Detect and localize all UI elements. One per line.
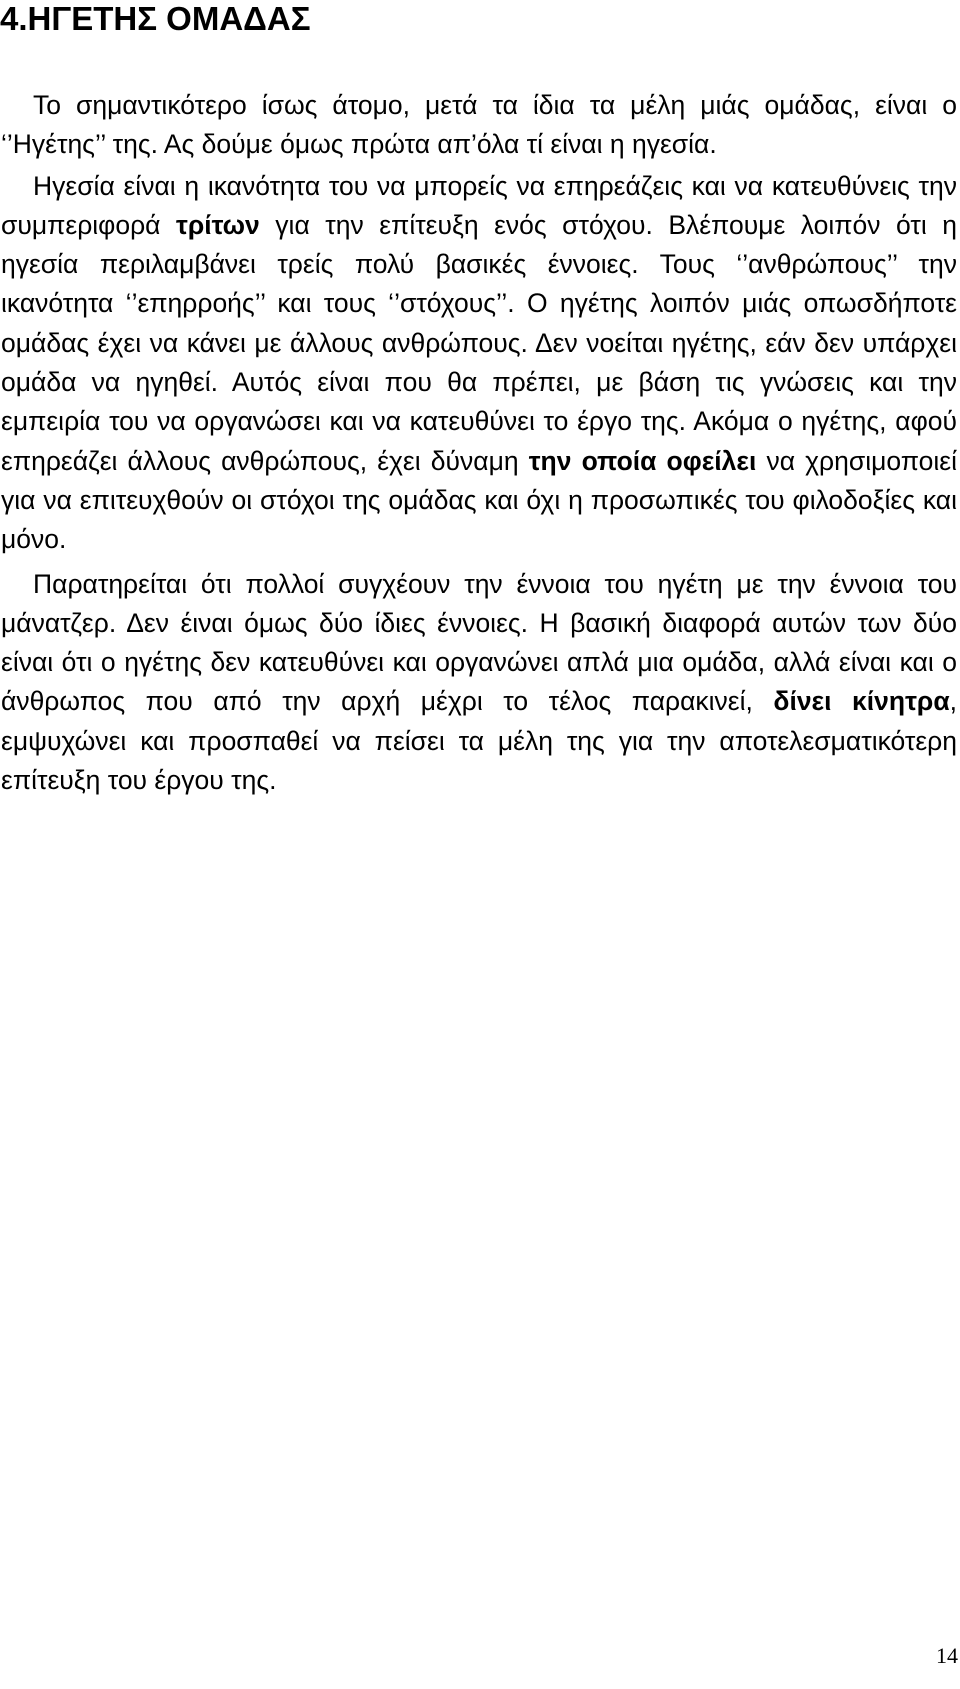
bold-phrase-triton: τρίτων: [176, 209, 260, 240]
page-number: 14: [936, 1643, 958, 1668]
text-segment: , εμψυχώνει και προσπαθεί να πείσει τα μέλη της για την αποτελεσματικότερη επίτευξη του έργου της.: [1, 686, 957, 796]
text-segment: για την επίτευξη ενός στόχου. Βλέπουμε λοιπόν ότι η ηγεσία περιλαμβάνει τρείς πολύ βασικές έννοιες. Τους ‘’ανθρώπους’’ την ικανότητα ‘’επηρροής’’ και τους ‘’στόχους’’. Ο ηγέτης λοιπόν μιάς οπωσδήποτε ομάδας έχει να κάνει με άλλους ανθρώπους. Δεν νοείται ηγέτης, εάν δεν υπάρχει ομάδα να ηγηθεί. Αυτός είναι που θα πρέπει, με βάση τις γνώσεις και την εμπειρία του να οργανώσει και να κατευθύνει το έργο της. Ακόμα ο ηγέτης, αφού επηρεάζει άλλους ανθρώπους, έχει δύναμη: [1, 209, 957, 476]
paragraph-intro: [1, 86, 957, 165]
paragraph-leader-vs-manager: [1, 565, 957, 801]
bold-phrase-incentives: δίνει κίνητρα: [773, 686, 950, 717]
paragraph-intro-text: Το σημαντικότερο ίσως άτομο, μετά τα ίδια τα μέλη μιάς ομάδας, είναι ο ‘’Ηγέτης’’ της. Ας δούμε όμως πρώτα απ’όλα τί είναι η ηγεσία.: [1, 90, 957, 160]
body-text: [1, 86, 957, 800]
text-segment: Παρατηρείται ότι πολλοί συγχέουν την έννοια του ηγέτη με την έννοια του μάνατζερ. Δεν έιναι όμως δύο ίδιες έννοιες. Η βασική διαφορά αυτών των δύο είναι ότι ο ηγέτης δεν κατευθύνει και οργανώνει απλά μια ομάδα, αλλά είναι και ο άνθρωπος που από την αρχή μέχρι το τέλος παρακινεί,: [1, 568, 957, 717]
paragraph-leadership-definition: [1, 167, 957, 560]
bold-phrase-obligation: την οποία οφείλει: [528, 445, 757, 476]
section-heading: 4.ΗΓΕΤΗΣ ΟΜΑΔΑΣ: [0, 0, 311, 37]
text-segment: να χρησιμοποιεί για να επιτευχθούν οι στόχοι της ομάδας και όχι η προσωπικές του φιλοδοξίες και μόνο.: [1, 445, 957, 555]
text-segment: Ηγεσία είναι η ικανότητα του να μπορείς να επηρεάζεις και να κατευθύνεις την συμπεριφορά: [1, 170, 957, 240]
